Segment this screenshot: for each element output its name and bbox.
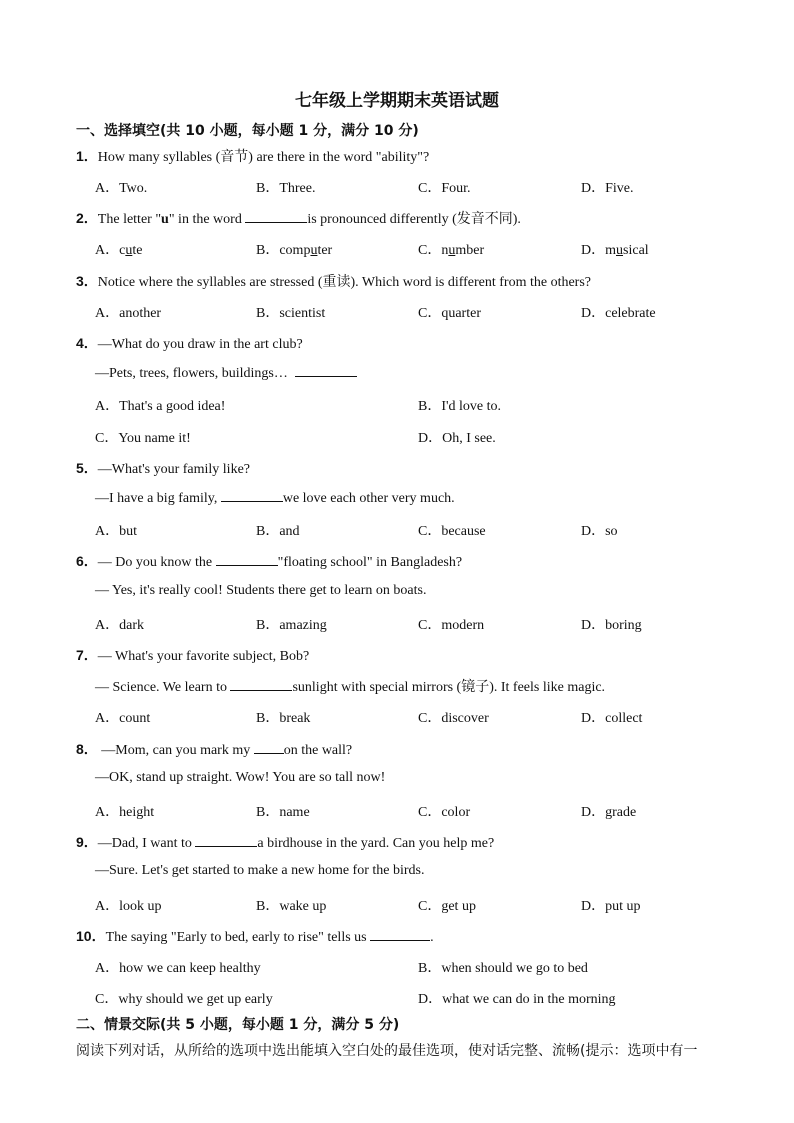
answer-blank	[195, 834, 257, 847]
option: B．when should we go to bed	[418, 961, 588, 976]
question-5: 5．—What's your family like?	[76, 460, 250, 477]
option: B．scientist	[256, 306, 326, 321]
answer-blank	[230, 678, 292, 691]
option: B．break	[256, 711, 311, 726]
option: D．put up	[581, 899, 641, 914]
option: C．You name it!	[95, 431, 191, 446]
option: D．what we can do in the morning	[418, 992, 616, 1007]
option: D．boring	[581, 618, 642, 633]
option: B．amazing	[256, 618, 327, 633]
option: C．get up	[418, 899, 476, 914]
option: A．cute	[95, 243, 143, 258]
answer-blank	[295, 364, 357, 377]
question-1: 1．How many syllables (音节) are there in the word "ability"?	[76, 148, 430, 165]
option: C．because	[418, 524, 486, 539]
section-heading-1: 一、选择填空(共 10 小题，每小题 1 分，满分 10 分)	[76, 123, 419, 139]
question-10: 10．The saying "Early to bed, early to rise" tells us .	[76, 928, 434, 945]
option: D．celebrate	[581, 306, 656, 321]
option: B．computer	[256, 243, 333, 258]
answer-blank	[254, 741, 284, 754]
answer-blank	[245, 210, 307, 223]
answer-blank	[221, 489, 283, 502]
option: A．another	[95, 306, 162, 321]
question-9: 9．—Dad, I want to a birdhouse in the yard. Can you help me?	[76, 834, 495, 851]
option: C．color	[418, 805, 471, 820]
option: A．count	[95, 711, 151, 726]
option: A．how we can keep healthy	[95, 961, 261, 976]
dialogue-line: —Sure. Let's get started to make a new home for the birds.	[95, 863, 425, 878]
dialogue-line: — Science. We learn to sunlight with special mirrors (镜子). It feels like magic.	[95, 680, 606, 695]
question-8: 8． —Mom, can you mark my on the wall?	[76, 741, 353, 758]
dialogue-line: —OK, stand up straight. Wow! You are so tall now!	[95, 770, 386, 785]
option: A．height	[95, 805, 155, 820]
option: D．Oh, I see.	[418, 431, 496, 446]
option: D．collect	[581, 711, 643, 726]
option: D．so	[581, 524, 618, 539]
option: D．grade	[581, 805, 637, 820]
option: C．Four.	[418, 181, 471, 196]
section-2-instructions: 阅读下列对话，从所给的选项中选出能填入空白处的最佳选项，使对话完整、流畅(提示：选项中有一	[76, 1043, 698, 1059]
option: B．and	[256, 524, 300, 539]
option: C．modern	[418, 618, 485, 633]
option: A．dark	[95, 618, 144, 633]
option: B．wake up	[256, 899, 327, 914]
question-7: 7．— What's your favorite subject, Bob?	[76, 647, 310, 664]
dialogue-line: — Yes, it's really cool! Students there get to learn on boats.	[95, 583, 427, 598]
option: A．but	[95, 524, 137, 539]
dialogue-line: —Pets, trees, flowers, buildings…	[95, 364, 357, 382]
option: C．discover	[418, 711, 489, 726]
question-4: 4．—What do you draw in the art club?	[76, 335, 303, 352]
question-6: 6．— Do you know the "floating school" in Bangladesh?	[76, 553, 463, 570]
dialogue-line: —I have a big family, we love each other very much.	[95, 491, 455, 506]
option: C．number	[418, 243, 485, 258]
answer-blank	[370, 928, 430, 941]
question-3: 3．Notice where the syllables are stressed (重读). Which word is different from the others?	[76, 273, 592, 290]
option: D．musical	[581, 243, 649, 258]
section-heading-2: 二、情景交际(共 5 小题，每小题 1 分，满分 5 分)	[76, 1017, 400, 1033]
answer-blank	[216, 553, 278, 566]
option: B．name	[256, 805, 310, 820]
page-title: 七年级上学期期末英语试题	[295, 91, 499, 111]
option: B．Three.	[256, 181, 316, 196]
option: A．That's a good idea!	[95, 399, 226, 414]
question-2: 2．The letter "u" in the word is pronounced differently (发音不同).	[76, 210, 521, 227]
option: D．Five.	[581, 181, 634, 196]
option: A．Two.	[95, 181, 148, 196]
option: C．why should we get up early	[95, 992, 273, 1007]
option: A．look up	[95, 899, 162, 914]
option: C．quarter	[418, 306, 481, 321]
option: B．I'd love to.	[418, 399, 502, 414]
